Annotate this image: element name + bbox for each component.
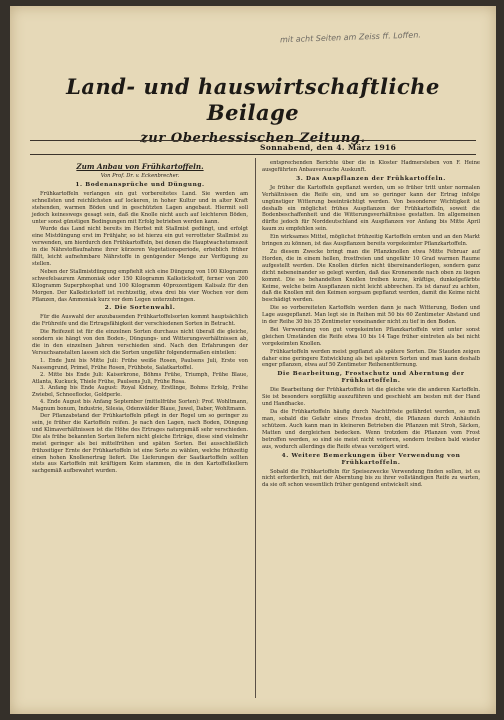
dateline: Sonnabend, den 4. März 1916 xyxy=(260,143,397,152)
handwritten-note: mit acht Seiten am Zeiss ff. Loffen. xyxy=(279,30,422,45)
paragraph: Da die Frühkartoffeln häufig durch Nachtfröste gefährdet werden, so muß man, sobald die Gefahr eines Frostes droht, die Pflanzen durch Anhäufeln schützen. Auch kann man in kleineren Betrieben die Pflanzen mit Stroh, Säcken, Matten und dergleichen bedecken. Wenn trotzdem die Pflanzen vom Frost betroffen werden, so sind sie meist nicht verloren, sondern treiben bald wieder aus, wodurch allerdings die Reife etwas verzögert wird. xyxy=(262,409,480,450)
list-item: 1. Ende Juni bis Mitte Juli: Frühe weiße Rosen, Paulsens Juli, Erste von Nassengrund, Primel, Frühe Rosen, Frühbote, Salatkartoffel. xyxy=(32,357,248,371)
masthead-title: Land- und hauswirtschaftliche Beilage xyxy=(66,74,440,125)
article-author: Von Prof. Dr. v. Eckenbrecher. xyxy=(100,173,180,179)
newspaper-page xyxy=(10,6,496,714)
list-item: 4. Ende August bis Anfang September (mittelfrühe Sorten): Prof. Wohltmann, Magnum bonum, Industrie, Silesia, Odenwälder Blaue, Juwel, Daber, Wohltmann. xyxy=(32,399,248,413)
dateline-bar xyxy=(30,140,476,155)
paragraph: Sobald die Frühkartoffeln für Speisezwecke Verwendung finden sollen, ist es nicht erforderlich, mit der Aberntung bis zu ihrer vollständigen Reife zu warten, da sie oft schon wesentlich früher genügend entwickelt sind. xyxy=(262,468,480,489)
variety-list xyxy=(32,358,248,413)
masthead xyxy=(30,74,476,146)
column-divider xyxy=(255,158,256,698)
section-heading: 3. Das Auspflanzen der Frühkartoffeln. xyxy=(296,175,446,182)
article-title: Zum Anbau von Frühkartoffeln. xyxy=(76,162,204,171)
paragraph: Die so vorbereiteten Kartoffeln werden dann je nach Witterung, Boden und Lage ausgepflanzt. Man legt sie in Reihen mit 50 bis 60 Zentimeter Abstand und in der Reihe 30 bis 35 Zentimeter voneinander nicht zu tief in den Boden. xyxy=(262,305,480,326)
paragraph: Die Bearbeitung der Frühkartoffeln ist die gleiche wie die anderen Kartoffeln. Sie ist besonders sorgfältig auszuführen und geschieht am besten mit der Hand und Handhacke. xyxy=(262,387,480,408)
left-column xyxy=(32,160,248,476)
paragraph: Frühkartoffeln verlangen ein gut vorbereitetes Land. Sie werden am schnellsten und reichlichsten auf lockeren, in hoher Kultur und in alter Kraft stehenden, warmen Böden und in geschützten Lagen angebaut. Hiermit soll jedoch keineswegs gesagt sein, daß die Knolle nicht auch auf leichteren Böden, unter sonst günstigen Bedingungen mit Erfolg betrieben werden kann. xyxy=(32,190,248,225)
section-heading: 1. Bodenansprüche und Düngung. xyxy=(75,181,205,188)
section-heading: Die Bearbeitung, Frostschutz und Aberntung der Frühkartoffeln. xyxy=(277,371,465,385)
section-heading: 2. Die Sortenwahl. xyxy=(104,305,176,312)
masthead-subtitle: zur Oberhessischen Zeitung. xyxy=(140,131,366,146)
paragraph: Ein wirksames Mittel, möglichst frühzeitig Kartoffeln ernten und an den Markt bringen zu können, ist das Auspflanzen bereits vorgekeimter Pflanzkartoffeln. xyxy=(262,234,480,248)
paragraph: entsprechenden Berichte über die in Kloster Hadmersleben von F. Heine ausgeführten Anbauversuche Auskunft. xyxy=(262,160,480,173)
section-heading: 4. Weitere Bemerkungen über Verwendung von Frühkartoffeln. xyxy=(281,452,461,466)
right-column xyxy=(262,160,480,490)
paragraph: Je früher die Kartoffeln gepflanzt werden, um so früher tritt unter normalen Verhältnissen die Reife ein, und um so geringer kann der Ertrag infolge ungünstiger Witterung beeinträchtigt werden. Von besonderer Wichtigkeit ist deshalb ein möglichst frühes Auspflanzen der Frühkartoffeln, soweit die Bodenbeschaffenheit und die Witterungsverhältnisse gestatten. Im allgemeinen dürfte jedoch für Norddeutschland ein Auspflanzen vor Anfang bis Mitte April kaum zu empfehlen sein. xyxy=(262,184,480,233)
paragraph: Die Reifezeit ist für die einzelnen Sorten durchaus nicht überall die gleiche, sondern sie hängt von den Boden-, Düngungs- und Witterungsverhältnissen ab, die in den einzelnen Jahren verschieden sind. Nach den Erfahrungen der Versuchsanstalten lassen sich die Sorten ungefähr folgendermaßen einteilen: xyxy=(32,329,248,356)
paragraph: Zu diesem Zwecke bringt man die Pflanzknollen etwa Mitte Februar auf Horden, die in einem hellen, frostfreien und ungefähr 10 Grad warmen Raume aufgestellt werden. Die Knollen dürfen nicht übereinanderliegen, sondern ganz dicht nebeneinander so gelegt werden, daß das Kronenende nach oben zu liegen kommt. Die so behandelten Knollen treiben kurze, kräftige, dunkelgefärbte Keime, welche beim Auspflanzen nicht leicht abbrechen. Es ist darauf zu achten, daß die Knollen mit den Keimen sorgsam gepflanzt werden, damit die Keime nicht beschädigt werden. xyxy=(262,248,480,304)
paragraph: Wurde das Land nicht bereits im Herbst mit Stallmist gedüngt, und erfolgt eine Mistdüngung erst im Frühjahr, so ist hierzu ein gut verrotteter Stallmist zu verwenden, um hierdurch den Frühkartoffeln, bei denen die Hauptwachstumszeit in die Nährstoffaufnahme ihrer kürzeren Vegetationsperiode, erheblich früher fällt, leicht aufnehmbare Nährstoffe in genügender Menge zur Verfügung zu stellen. xyxy=(32,226,248,267)
list-item: 3. Anfang bis Ende August: Royal Kidney, Erstlinge, Bohms Erfolg, Frühe Zwiebel, Schneeflocke, Goldperle. xyxy=(32,385,248,399)
paragraph: Neben der Stallmistdüngung empfiehlt sich eine Düngung von 100 Kilogramm schwefelsaurem Ammoniak oder 150 Kilogramm Kalkstickstoff, ferner von 200 Kilogramm Superphosphat und 100 Kilogramm 40prozentigem Kalisalz für den Morgen. Der Kalkstickstoff ist rechtzeitig, etwa drei bis vier Wochen vor dem Pflanzen, das Ammoniak kurz vor dem Legen unterzubringen. xyxy=(32,268,248,303)
paragraph: Der Pflanzabstand der Frühkartoffeln pflegt in der Regel um so geringer zu sein, je früher die Kartoffeln reifen. Je nach den Lagen, nach Boden, Düngung und Klimaverhältnissen ist die Höhe des Ertrages naturgemäß sehr verschieden. Die als frühe bekannten Sorten liefern nicht gleiche Erträge, diese sind vielmehr meist geringer als bei mittelfrühen und späten Sorten. Bei ausschließlich frühzeitiger Ernte der Frühkartoffeln ist eine Sorte zu wählen, welche frühzeitig einen hohen Knollenertrag liefert. Die Lieferungen der Saatkartoffeln sollten stets aus Kartoffeln mit kräftigem Keim stammen, die in den Kartoffelkellern sachgemäß aufbewahrt wurden. xyxy=(32,413,248,475)
paragraph: Frühkartoffeln werden meist gepflanzt als spätere Sorten. Die Stauden zeigen daher eine geringere Entwicklung als bei späteren Sorten und man kann deshalb enger pflanzen, etwa auf 50 Zentimeter Reihenentfernung. xyxy=(262,348,480,369)
list-item: 2. Mitte bis Ende Juli: Kaiserkrone, Böhms Frühe, Triumph, Frühe Blaue, Atlanta, Kuckuck, Thiele Frühe, Paulsens Juli, Frühe Rosa. xyxy=(32,371,248,385)
paragraph: Für die Auswahl der anzubauenden Frühkartoffelsorten kommt hauptsächlich die Frühreife und die Ertragsfähigkeit der verschiedenen Sorten in Betracht. xyxy=(32,314,248,328)
paragraph: Bei Verwendung von gut vorgekeimten Pflanzkartoffeln wird unter sonst gleichen Umständen die Reife etwa 10 bis 14 Tage früher eintreten als bei nicht vorgekeimten Knollen. xyxy=(262,326,480,347)
